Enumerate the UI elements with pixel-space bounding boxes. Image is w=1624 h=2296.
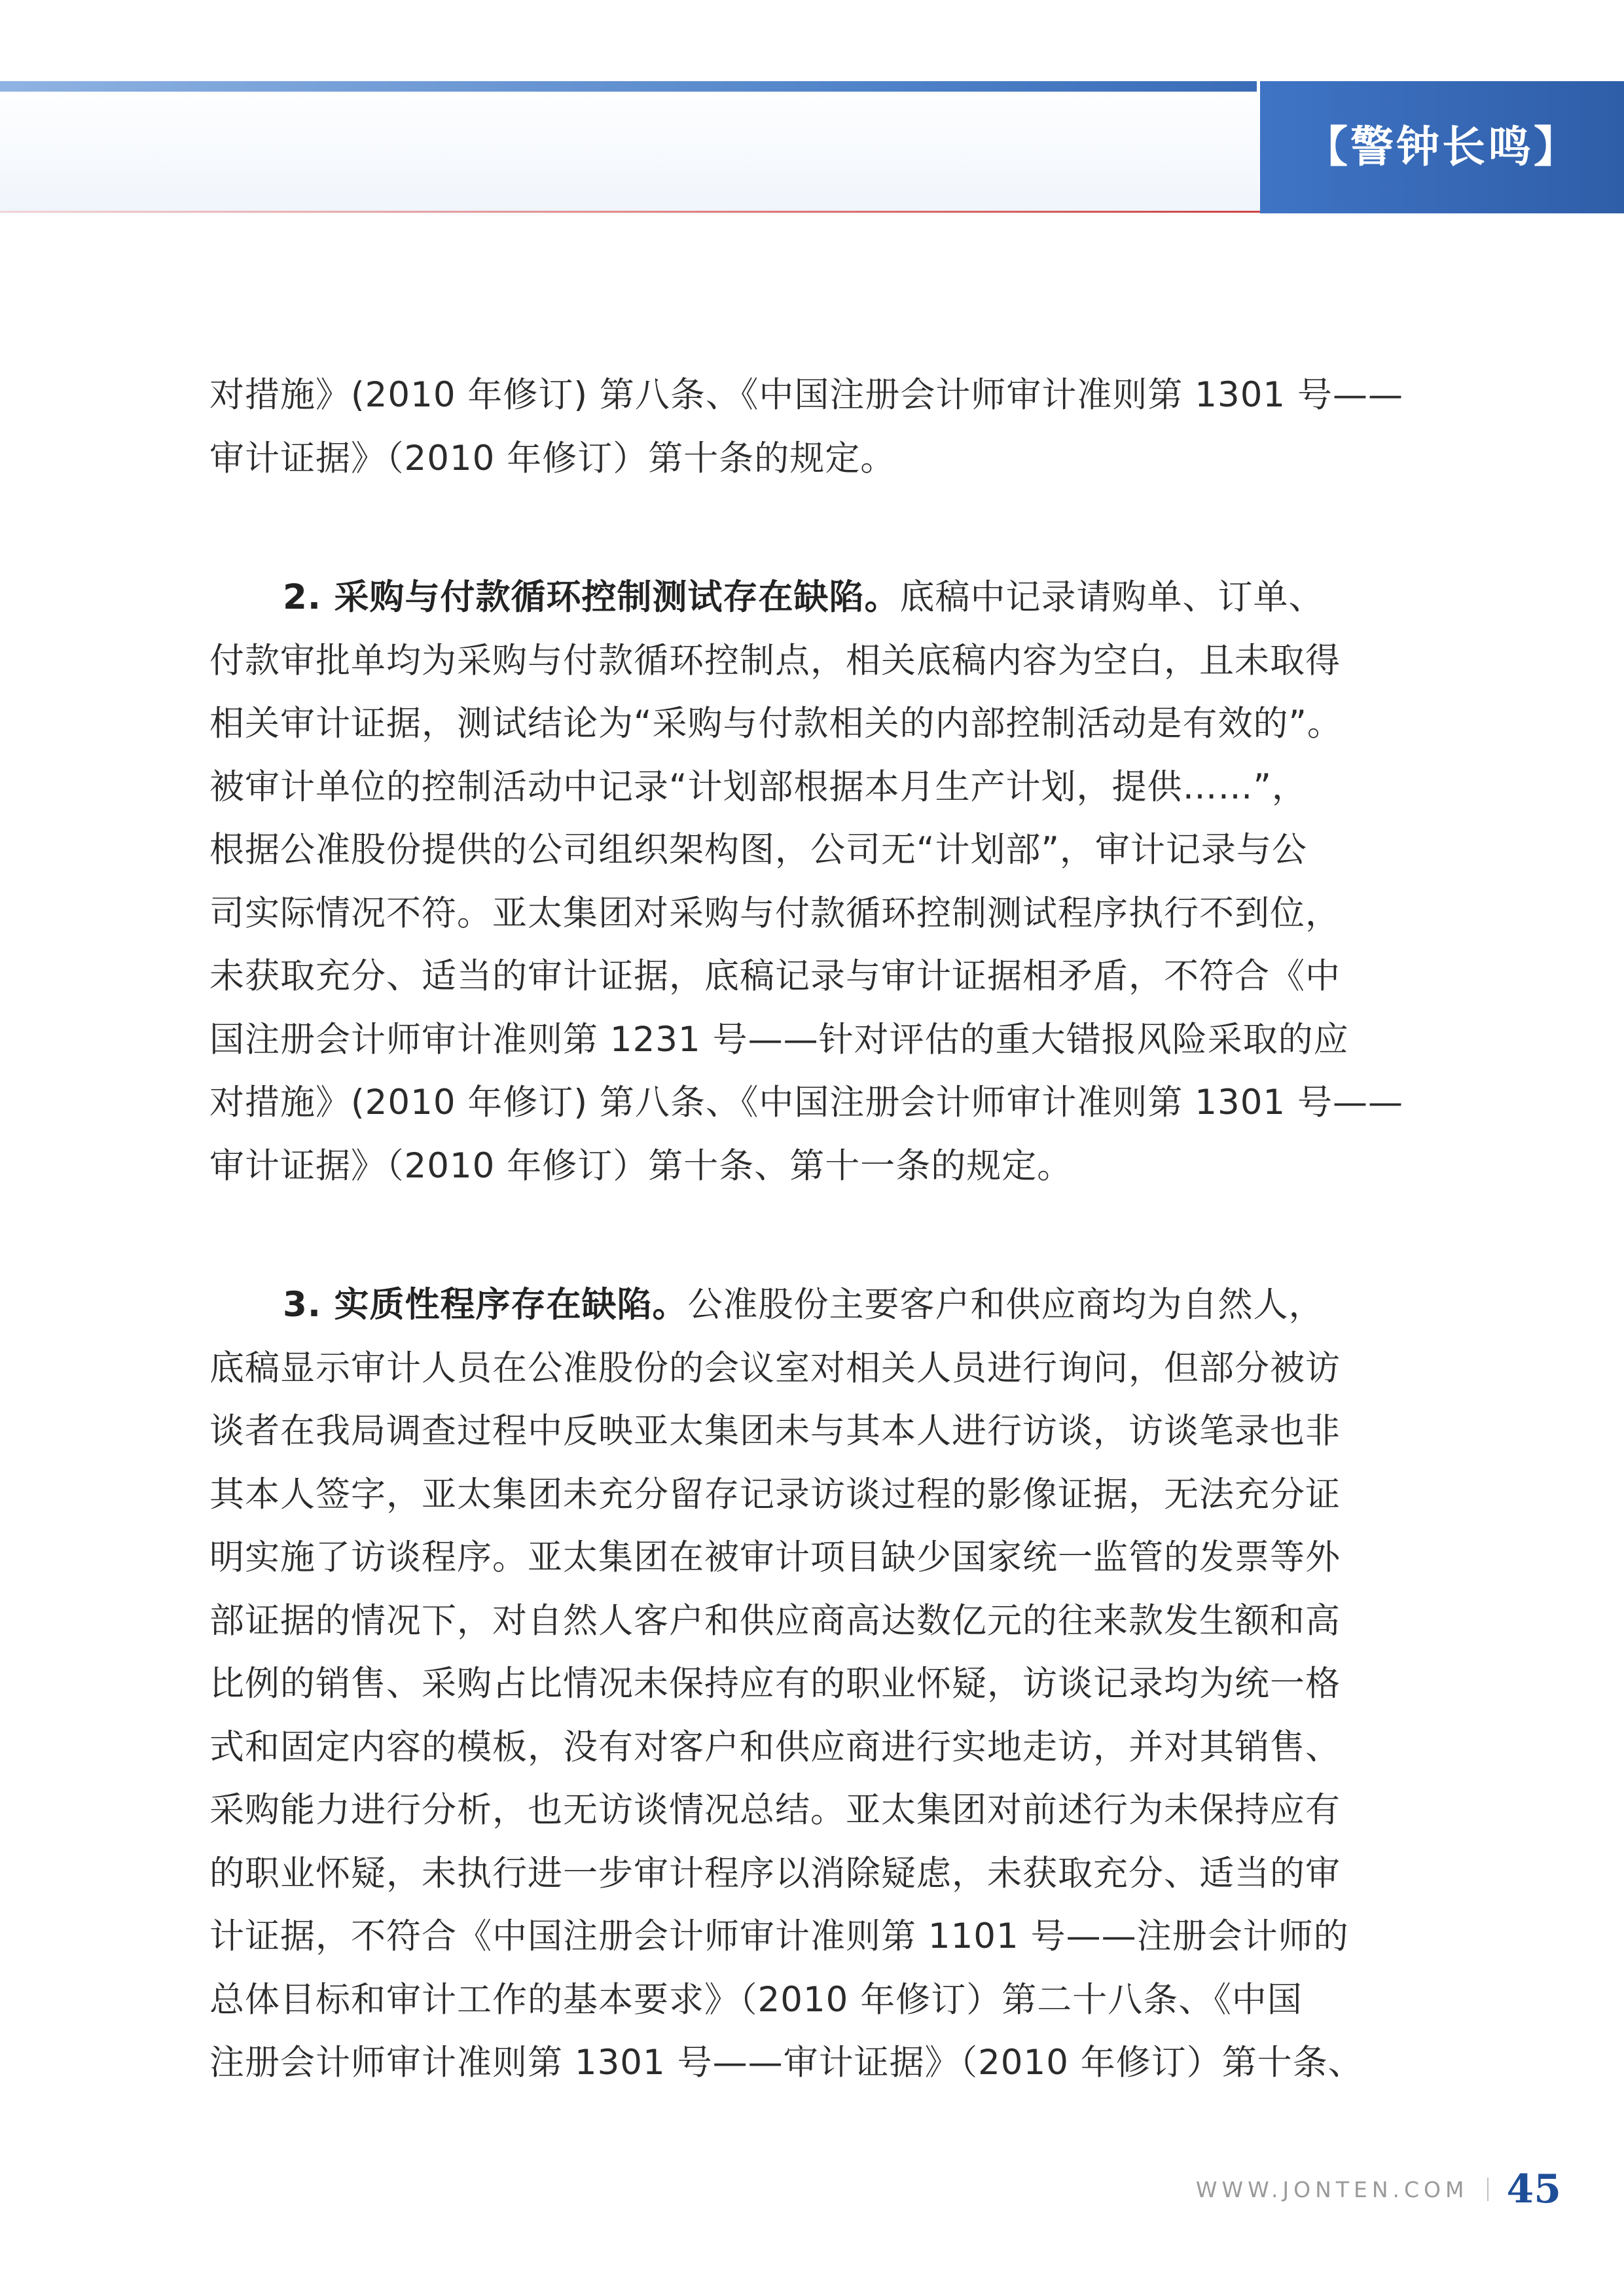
text-line: 国注册会计师审计准则第 1231 号——针对评估的重大错报风险采取的应 bbox=[209, 1019, 1349, 1060]
paragraph-heading: 2. 采购与付款循环控制测试存在缺陷。 bbox=[283, 577, 900, 617]
text-line: 对措施》(2010 年修订) 第八条、《中国注册会计师审计准则第 1301 号—— bbox=[209, 375, 1404, 415]
text-line: 审计证据》（2010 年修订）第十条、第十一条的规定。 bbox=[209, 1145, 1073, 1186]
text-line: 对措施》(2010 年修订) 第八条、《中国注册会计师审计准则第 1301 号—— bbox=[209, 1083, 1404, 1122]
text-line: 部证据的情况下，对自然人客户和供应商高达数亿元的往来款发生额和高 bbox=[209, 1600, 1341, 1641]
text-line: 式和固定内容的模板，没有对客户和供应商进行实地走访，并对其销售、 bbox=[209, 1727, 1341, 1767]
text-line bbox=[209, 566, 1427, 630]
text-line bbox=[209, 1274, 1427, 1337]
page-number: 45 bbox=[1506, 2166, 1561, 2212]
text-line: 其本人签字，亚太集团未充分留存记录访谈过程的影像证据，无法充分证 bbox=[209, 1474, 1341, 1515]
paragraph-2 bbox=[209, 566, 1427, 1198]
text-line: 比例的销售、采购占比情况未保持应有的职业怀疑，访谈记录均为统一格 bbox=[209, 1664, 1341, 1704]
paragraph-heading: 3. 实质性程序存在缺陷。 bbox=[283, 1285, 688, 1325]
text-line: 明实施了访谈程序。亚太集团在被审计项目缺少国家统一监管的发票等外 bbox=[209, 1537, 1341, 1577]
header-bottom-rule bbox=[0, 211, 1260, 213]
footer-website: WWW.JONTEN.COM bbox=[1195, 2176, 1469, 2202]
text-line: 底稿显示审计人员在公准股份的会议室对相关人员进行询问，但部分被访 bbox=[209, 1348, 1341, 1388]
section-tag-text: 【警钟长鸣】 bbox=[1305, 122, 1579, 172]
text-line: 计证据，不符合《中国注册会计师审计准则第 1101 号——注册会计师的 bbox=[209, 1916, 1349, 1956]
article-body bbox=[209, 364, 1427, 2095]
paragraph-1 bbox=[209, 364, 1427, 490]
paragraph-3 bbox=[209, 1274, 1427, 2095]
page-footer bbox=[1196, 2160, 1561, 2219]
text-line: 未获取充分、适当的审计证据，底稿记录与审计证据相矛盾，不符合《中 bbox=[209, 956, 1341, 996]
footer-divider bbox=[1487, 2178, 1489, 2201]
text-line: 被审计单位的控制活动中记录“计划部根据本月生产计划，提供……”， bbox=[209, 766, 1307, 807]
text-line: 相关审计证据，测试结论为“采购与付款相关的内部控制活动是有效的”。 bbox=[209, 704, 1343, 744]
text-line: 总体目标和审计工作的基本要求》（2010 年修订）第二十八条、《中国 bbox=[209, 1979, 1303, 2020]
text-line: 谈者在我局调查过程中反映亚太集团未与其本人进行访谈，访谈笔录也非 bbox=[209, 1411, 1341, 1451]
text-span: 底稿中记录请购单、订单、 bbox=[899, 577, 1324, 617]
text-line: 付款审批单均为采购与付款循环控制点，相关底稿内容为空白，且未取得 bbox=[209, 640, 1341, 681]
text-span: 公准股份主要客户和供应商均为自然人， bbox=[687, 1285, 1324, 1325]
text-line: 司实际情况不符。亚太集团对采购与付款循环控制测试程序执行不到位， bbox=[209, 893, 1341, 933]
text-line: 审计证据》（2010 年修订）第十条的规定。 bbox=[209, 438, 896, 478]
header-top-rule bbox=[0, 81, 1257, 92]
text-line: 根据公准股份提供的公司组织架构图，公司无“计划部”，审计记录与公 bbox=[209, 830, 1307, 870]
text-line: 注册会计师审计准则第 1301 号——审计证据》（2010 年修订）第十条、 bbox=[209, 2043, 1363, 2083]
text-line: 的职业怀疑，未执行进一步审计程序以消除疑虑，未获取充分、适当的审 bbox=[209, 1853, 1341, 1893]
text-line: 采购能力进行分析，也无访谈情况总结。亚太集团对前述行为未保持应有 bbox=[209, 1790, 1341, 1830]
section-tag bbox=[1260, 81, 1624, 213]
